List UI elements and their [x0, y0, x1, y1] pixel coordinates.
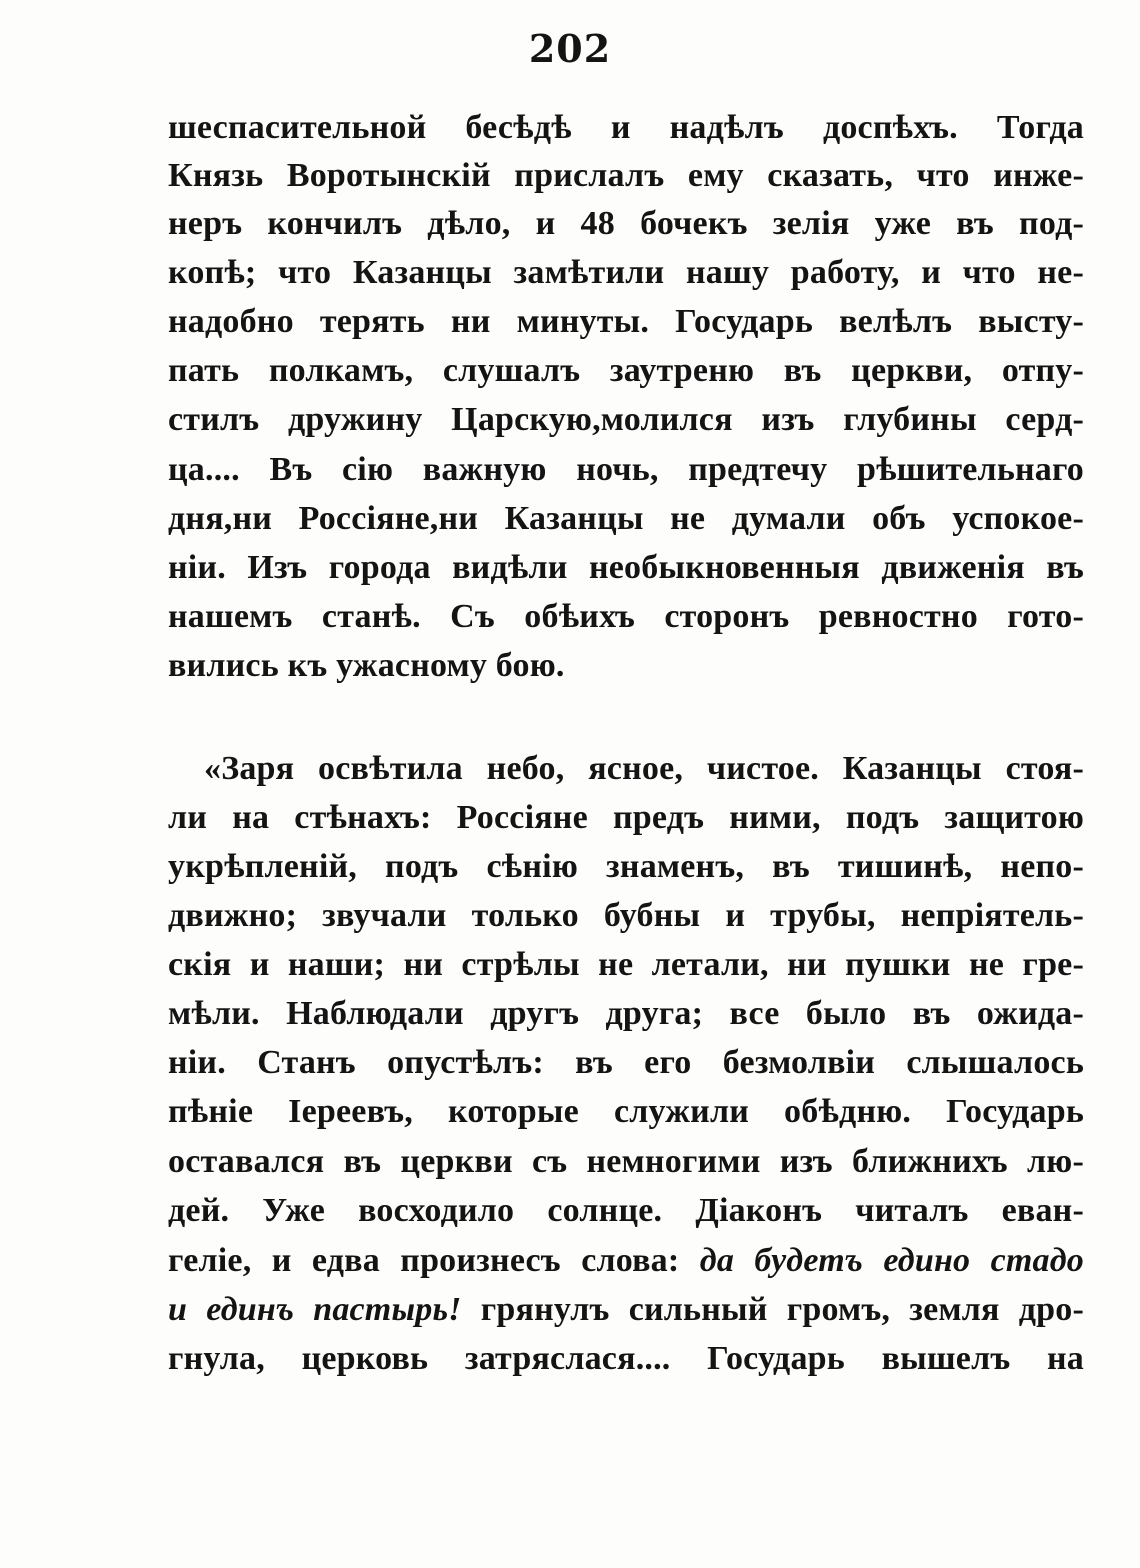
text-line: мѣли. Наблюдали другъ друга; все было въ ожида- — [168, 995, 1084, 1032]
page-number: 202 — [528, 26, 612, 71]
text-line: движно; звучали только бубны и трубы, непріятель- — [168, 897, 1084, 934]
text-line: ца.... Въ сію важную ночь, предтечу рѣшительнаго — [168, 451, 1084, 488]
text-line: гнула, церковь затряслася.... Государь вышелъ на — [168, 1340, 1084, 1377]
text-line — [168, 1285, 1084, 1335]
text-line: надобно терять ни минуты. Государь велѣлъ высту- — [168, 303, 1084, 340]
text-line: стилъ дружину Царскую,молился изъ глубины серд- — [168, 401, 1084, 438]
text-line: ніи. Изъ города видѣли необыкновенныя движенія въ — [168, 549, 1084, 586]
text-line: нашемъ станѣ. Съ обѣихъ сторонъ ревностно гото- — [168, 598, 1084, 635]
italic-quote: и единъ пастырь! — [168, 1291, 462, 1328]
text-line: копѣ; что Казанцы замѣтили нашу работу, и что не- — [168, 254, 1084, 291]
text-line: ніи. Станъ опустѣлъ: въ его безмолвіи слышалось — [168, 1044, 1084, 1081]
italic-quote: да будетъ едино стадо — [699, 1242, 1084, 1279]
text-line: ли на стѣнахъ: Россіяне предъ ними, подъ защитою — [168, 799, 1084, 836]
text-line: неръ кончилъ дѣло, и 48 бочекъ зелія уже въ под- — [168, 205, 1084, 242]
text-line: шеспасительной бесѣдѣ и надѣлъ доспѣхъ. Тогда — [168, 109, 1084, 146]
text-line — [168, 1236, 1084, 1286]
text-span: геліе, и едва произнесъ слова: — [168, 1242, 700, 1279]
text-line: дня,ни Россіяне,ни Казанцы не думали объ успокое- — [168, 500, 1084, 537]
text-line: скія и наши; ни стрѣлы не летали, ни пушки не гре- — [168, 946, 1084, 983]
text-span: грянулъ сильный громъ, земля дро- — [461, 1291, 1084, 1328]
text-line: оставался въ церкви съ немногими изъ ближнихъ лю- — [168, 1143, 1084, 1180]
text-line: дей. Уже восходило солнце. Діаконъ читалъ еван- — [168, 1192, 1084, 1229]
text-line: вились къ ужасному бою. — [168, 647, 565, 684]
text-line: пать полкамъ, слушалъ заутреню въ церкви, отпу- — [168, 352, 1084, 389]
text-line: Князь Воротынскій прислалъ ему сказать, что инже- — [168, 157, 1084, 194]
text-line: «Заря освѣтила небо, ясное, чистое. Казанцы стоя- — [204, 750, 1084, 787]
text-line: укрѣпленій, подъ сѣнію знаменъ, въ тишинѣ, непо- — [168, 848, 1084, 885]
text-line: пѣніе Іереевъ, которые служили обѣдню. Государь — [168, 1093, 1084, 1130]
